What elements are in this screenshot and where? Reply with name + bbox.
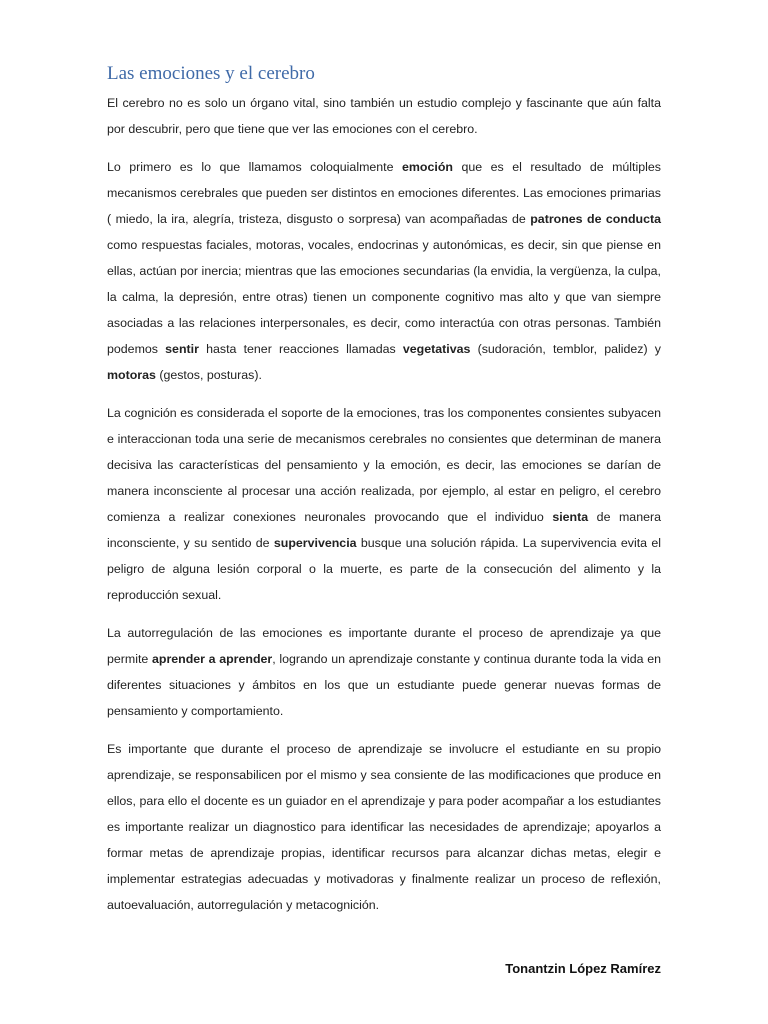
author-signature: Tonantzin López Ramírez — [505, 961, 661, 976]
bold-term: motoras — [107, 368, 156, 382]
paragraph-text: El cerebro no es solo un órgano vital, sino también un estudio complejo y fascinante que aún falta por descubrir, pero que tiene que ver las emociones con el cerebro. — [107, 96, 661, 136]
paragraph-text: como respuestas faciales, motoras, vocales, endocrinas y autonómicas, es decir, sin que piense en ellas, actúan por inercia; mientras que las emociones secundarias (la envidia, la vergüenza, la culpa, la calma, la depresión, entre otras) tienen un componente cognitivo mas alto y que van siempre asociadas a las relaciones interpersonales, es decir, como interactúa con otras personas. También podemos — [107, 238, 661, 356]
paragraph-text: Es importante que durante el proceso de aprendizaje se involucre el estudiante en su propio aprendizaje, se responsabilicen por el mismo y sea consiente de las modificaciones que produce en ellos, para ello el docente es un guiador en el aprendizaje y para poder acompañar a los estudiantes es importante realizar un diagnostico para identificar las necesidades de aprendizaje; apoyarlos a formar metas de aprendizaje propias, identificar recursos para alcanzar dichas metas, elegir e implementar estrategias adecuadas y motivadoras y finalmente realizar un proceso de reflexión, autoevaluación, autorregulación y metacognición. — [107, 742, 661, 912]
paragraph-text: , logrando un aprendizaje constante y continua durante toda la vida en diferentes situaciones y ámbitos en los que un estudiante puede generar nuevas formas de pensamiento y comportamiento. — [107, 652, 662, 718]
body-paragraph — [107, 90, 661, 142]
paragraph-text: que es el resultado de múltiples mecanismos cerebrales que pueden ser distintos en emociones diferentes. Las emociones primarias ( miedo, la ira, alegría, tristeza, disgusto o sorpresa) van acompañadas de — [107, 160, 661, 226]
paragraph-text: de manera inconsciente, y su sentido de — [107, 510, 661, 550]
body-paragraph — [107, 620, 661, 724]
paragraph-text: hasta tener reacciones llamadas — [198, 342, 403, 356]
paragraph-text: busque una solución rápida. La supervivencia evita el peligro de alguna lesión corporal o la muerte, es parte de la consecución del alimento y la reproducción sexual. — [107, 536, 661, 602]
body-paragraph — [107, 400, 661, 608]
bold-term: vegetativas — [402, 342, 471, 356]
paragraph-text: La cognición es considerada el soporte de la emociones, tras los componentes consientes subyacen e interaccionan toda una serie de mecanismos cerebrales no consientes que determinan de manera decisiva las características del pensamiento y la emoción, es decir, las emociones se darían de manera inconsciente al procesar una acción realizada, por ejemplo, al estar en peligro, el cerebro comienza a realizar conexiones neuronales provocando que el individuo — [107, 406, 661, 524]
bold-term: aprender a aprender — [151, 652, 273, 666]
document-body — [107, 90, 661, 930]
bold-term: emoción — [402, 160, 453, 174]
body-paragraph — [107, 736, 661, 918]
paragraph-text: Lo primero es lo que llamamos coloquialmente — [107, 160, 403, 174]
paragraph-text: (sudoración, temblor, palidez) y — [470, 342, 661, 356]
bold-term: patrones de conducta — [530, 212, 661, 226]
bold-term: sentir — [165, 342, 199, 356]
body-paragraph — [107, 154, 661, 388]
paragraph-text: (gestos, posturas). — [155, 368, 262, 382]
bold-term: supervivencia — [273, 536, 357, 550]
document-title: Las emociones y el cerebro — [107, 63, 315, 84]
bold-term: sienta — [552, 510, 589, 524]
paragraph-text: La autorregulación de las emociones es importante durante el proceso de aprendizaje ya que permite — [107, 626, 661, 666]
